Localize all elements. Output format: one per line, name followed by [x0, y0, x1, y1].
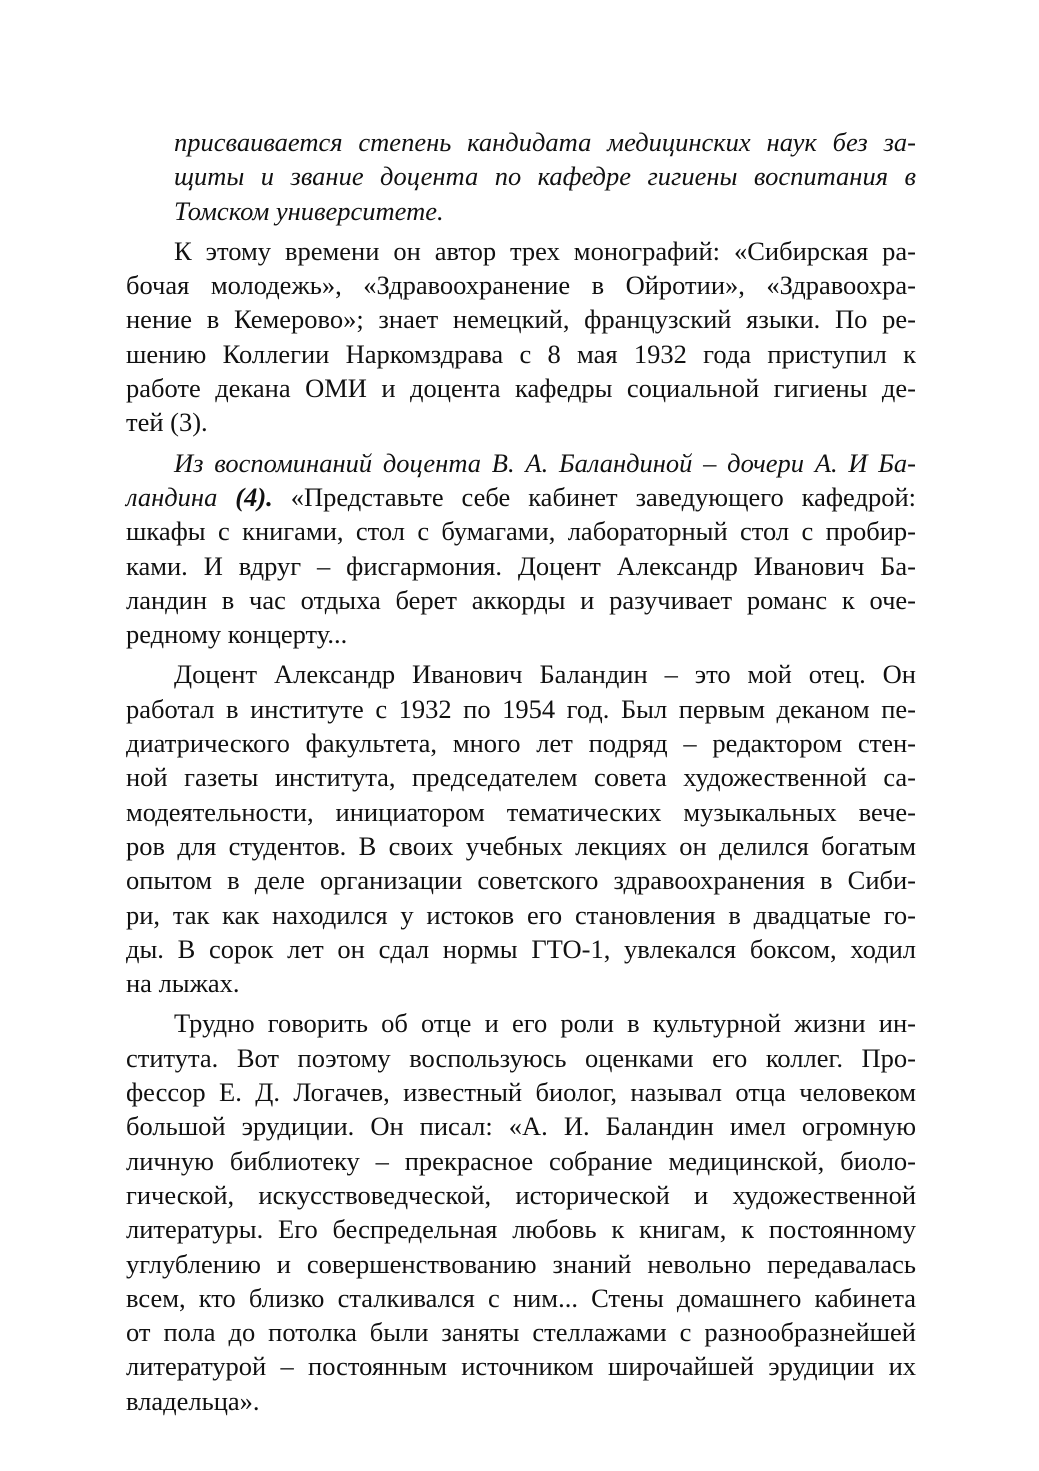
text-line — [126, 1075, 916, 1109]
text-line — [174, 159, 916, 193]
paragraph — [174, 125, 916, 228]
text-segment: на лыжах. — [126, 968, 240, 999]
text-line — [126, 1281, 916, 1315]
text-segment: тей (3). — [126, 407, 208, 438]
text-line — [126, 898, 916, 932]
text-line — [126, 583, 916, 617]
text-line — [126, 302, 916, 336]
text-segment: ной газеты института, председателем совета художественной са- — [126, 762, 916, 793]
text-line — [126, 829, 916, 863]
text-segment: нение в Кемерово»; знает немецкий, французский языки. По ре- — [126, 304, 916, 335]
text-line — [174, 446, 916, 480]
text-segment: большой эрудиции. Он писал: «А. И. Баландин имел огромную — [126, 1111, 916, 1142]
text-line — [126, 760, 916, 794]
text-line — [126, 932, 916, 966]
text-line — [126, 1349, 916, 1383]
text-line — [126, 405, 916, 439]
text-segment: от пола до потолка были заняты стеллажами с разнообразнейшей — [126, 1317, 916, 1348]
text-segment: литературой – постоянным источником широчайшей эрудиции их — [126, 1351, 916, 1382]
text-segment: присваивается степень кандидата медицинских наук без за- — [174, 127, 916, 157]
text-segment: владельца». — [126, 1385, 260, 1416]
text-line — [126, 514, 916, 548]
text-line — [174, 125, 916, 159]
text-segment: опытом в деле организации советского здравоохранения в Сиби- — [126, 865, 916, 896]
text-segment: К этому времени он автор трех монографий: «Сибирская ра- — [174, 235, 916, 266]
text-line — [126, 966, 916, 1000]
text-line — [126, 337, 916, 371]
text-line — [126, 1041, 916, 1075]
text-line — [126, 1315, 916, 1349]
text-segment: работе декана ОМИ и доцента кафедры социальной гигиены де- — [126, 373, 916, 404]
text-segment: диатрического факультета, много лет подряд – редактором стен- — [126, 728, 916, 759]
text-segment: всем, кто близко сталкивался с ним... Стены домашнего кабинета — [126, 1282, 916, 1313]
text-segment: личную библиотеку – прекрасное собрание медицинской, биоло- — [126, 1145, 916, 1176]
text-line — [174, 234, 916, 268]
text-segment: ри, так как находился у истоков его становления в двадцатые го- — [126, 899, 916, 930]
text-segment: ров для студентов. В своих учебных лекциях он делился богатым — [126, 830, 916, 861]
text-segment: Трудно говорить об отце и его роли в культурной жизни ин- — [174, 1008, 916, 1039]
text-line — [126, 1247, 916, 1281]
text-line — [126, 480, 916, 514]
text-line — [126, 1384, 916, 1418]
text-segment: гической, искусствоведческой, исторической и художественной — [126, 1179, 916, 1210]
text-line — [126, 617, 916, 651]
paragraph — [126, 657, 916, 1000]
text-segment: ды. В сорок лет он сдал нормы ГТО-1, увлекался боксом, ходил — [126, 933, 916, 964]
text-segment: модеятельности, инициатором тематических музыкальных вече- — [126, 796, 916, 827]
text-line — [126, 549, 916, 583]
text-line — [174, 1006, 916, 1040]
text-segment: «Представьте себе кабинет заведующего кафедрой: — [272, 481, 916, 512]
text-line — [126, 1109, 916, 1143]
text-line — [174, 657, 916, 691]
text-segment: щиты и звание доцента по кафедре гигиены воспитания в — [174, 161, 916, 192]
text-line — [126, 1178, 916, 1212]
text-segment: углублению и совершенствованию знаний невольно передавалась — [126, 1248, 916, 1279]
text-line — [126, 795, 916, 829]
text-segment: ландин в час отдыха берет аккорды и разучивает романс к оче- — [126, 584, 916, 615]
text-line — [126, 692, 916, 726]
text-line — [126, 268, 916, 302]
text-line — [126, 863, 916, 897]
text-segment: литературы. Его беспредельная любовь к книгам, к постоянному — [126, 1214, 916, 1245]
text-segment: работал в институте с 1932 по 1954 год. Был первым деканом пе- — [126, 693, 916, 724]
text-line — [126, 1212, 916, 1246]
text-segment: (4). — [235, 481, 273, 512]
text-line — [174, 194, 916, 228]
text-segment: Томском университете. — [174, 195, 444, 226]
text-line — [126, 1144, 916, 1178]
text-line — [126, 371, 916, 405]
text-segment: редному концерту... — [126, 619, 348, 650]
paragraph — [126, 446, 916, 652]
paragraph — [126, 234, 916, 440]
text-segment: фессор Е. Д. Логачев, известный биолог, называл отца человеком — [126, 1077, 916, 1108]
text-segment: Доцент Александр Иванович Баландин – это мой отец. Он — [174, 659, 916, 690]
text-segment: Из воспоминаний доцента В. А. Баландиной – дочери А. И Ба- — [174, 447, 916, 478]
paragraph — [126, 1006, 916, 1418]
text-segment: ландина — [126, 481, 236, 512]
text-segment: бочая молодежь», «Здравоохранение в Ойротии», «Здравоохра- — [126, 270, 916, 301]
text-segment: ститута. Вот поэтому воспользуюсь оценками его коллег. Про- — [126, 1042, 916, 1073]
text-segment: шкафы с книгами, стол с бумагами, лабораторный стол с пробир- — [126, 516, 916, 547]
text-segment: ками. И вдруг – фисгармония. Доцент Александр Иванович Ба- — [126, 550, 916, 581]
text-segment: шению Коллегии Наркомздрава с 8 мая 1932 года приступил к — [126, 338, 916, 369]
document-page — [126, 125, 916, 1418]
text-line — [126, 726, 916, 760]
